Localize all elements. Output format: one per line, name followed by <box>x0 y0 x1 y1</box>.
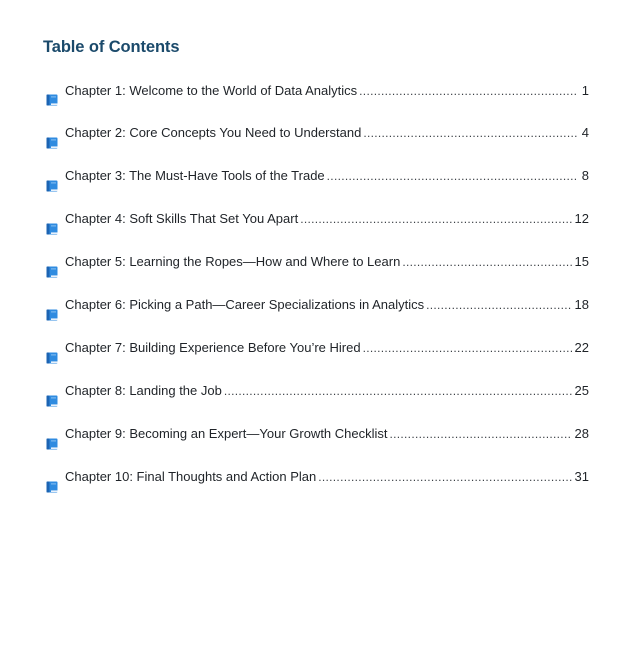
toc-dot-leader <box>300 208 571 230</box>
toc-dot-leader <box>390 423 572 445</box>
toc-entry-label: Chapter 4: Soft Skills That Set You Apart <box>65 211 299 226</box>
toc-entry-page: 18 <box>574 297 589 312</box>
toc-entry-chapter-8[interactable] <box>43 380 589 423</box>
toc-entry-label: Chapter 6: Picking a Path—Career Specializations in Analytics <box>65 297 425 312</box>
toc-dot-leader <box>426 294 571 316</box>
toc-entry-label: Chapter 8: Landing the Job <box>65 383 222 398</box>
toc-dot-leader <box>224 380 572 402</box>
toc-entry-page: 8 <box>581 168 589 183</box>
toc-entry-label: Chapter 1: Welcome to the World of Data Analytics <box>65 83 358 98</box>
toc-entry-page: 25 <box>574 383 589 398</box>
toc-title: Table of Contents <box>43 38 180 56</box>
toc-page <box>43 36 589 487</box>
toc-entry-label: Chapter 7: Building Experience Before You’re Hired <box>65 340 361 355</box>
blue-book-icon <box>46 137 58 149</box>
toc-entry-page: 15 <box>574 254 589 269</box>
blue-book-icon <box>46 309 58 321</box>
toc-list <box>43 80 589 509</box>
toc-entry-label: Chapter 9: Becoming an Expert—Your Growth Checklist <box>65 426 388 441</box>
toc-dot-leader <box>402 251 571 273</box>
toc-entry-chapter-5[interactable] <box>43 251 589 294</box>
toc-dot-leader <box>363 337 572 359</box>
blue-book-icon <box>46 481 58 493</box>
toc-entry-page: 28 <box>574 426 589 441</box>
toc-entry-label: Chapter 10: Final Thoughts and Action Plan <box>65 469 317 484</box>
blue-book-icon <box>46 438 58 450</box>
toc-entry-label: Chapter 5: Learning the Ropes—How and Where to Learn <box>65 254 401 269</box>
toc-entry-page: 4 <box>581 125 589 140</box>
toc-entry-chapter-4[interactable] <box>43 208 589 251</box>
blue-book-icon <box>46 266 58 278</box>
toc-entry-label: Chapter 3: The Must-Have Tools of the Trade <box>65 168 325 183</box>
blue-book-icon <box>46 352 58 364</box>
toc-entry-page: 22 <box>574 340 589 355</box>
toc-entry-chapter-6[interactable] <box>43 294 589 337</box>
toc-dot-leader <box>359 80 578 102</box>
blue-book-icon <box>46 180 58 192</box>
toc-entry-label: Chapter 2: Core Concepts You Need to Understand <box>65 125 362 140</box>
blue-book-icon <box>46 223 58 235</box>
blue-book-icon <box>46 94 58 106</box>
toc-entry-chapter-10[interactable] <box>43 466 589 509</box>
toc-entry-chapter-2[interactable] <box>43 122 589 165</box>
toc-dot-leader <box>327 165 578 187</box>
toc-entry-page: 12 <box>574 211 589 226</box>
toc-entry-chapter-7[interactable] <box>43 337 589 380</box>
toc-entry-chapter-1[interactable] <box>43 80 589 122</box>
blue-book-icon <box>46 395 58 407</box>
toc-dot-leader <box>318 466 571 488</box>
toc-entry-page: 1 <box>581 83 589 98</box>
toc-entry-chapter-3[interactable] <box>43 165 589 208</box>
toc-dot-leader <box>363 122 578 144</box>
toc-entry-page: 31 <box>574 469 589 484</box>
toc-entry-chapter-9[interactable] <box>43 423 589 466</box>
